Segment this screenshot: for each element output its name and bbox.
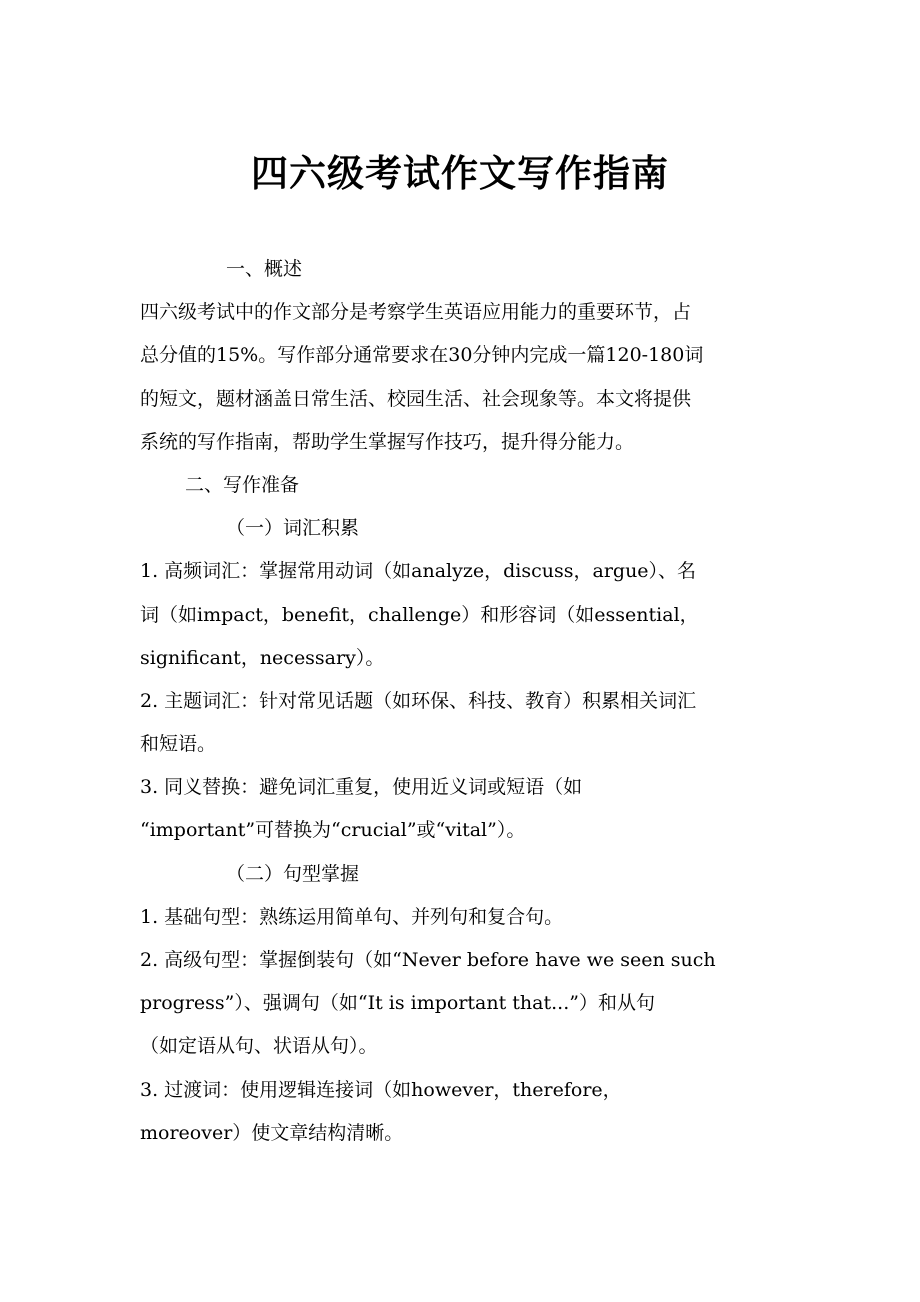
paragraph-line: 3. 同义替换：避免词汇重复，使用近义词或短语（如 xyxy=(140,776,583,799)
paragraph-line: 系统的写作指南，帮助学生掌握写作技巧，提升得分能力。 xyxy=(140,430,635,453)
paragraph-line: 的短文，题材涵盖日常生活、校园生活、社会现象等。本文将提供 xyxy=(140,387,692,410)
paragraph-line: 3. 过渡词：使用逻辑连接词（如however，therefore， xyxy=(140,1078,622,1101)
document-title: 四六级考试作文写作指南 xyxy=(251,152,669,195)
paragraph-line: 1. 基础句型：熟练运用简单句、并列句和复合句。 xyxy=(140,905,564,928)
paragraph-line: progress”）、强调句（如“It is important that...”）和从句 xyxy=(140,992,655,1015)
document-body xyxy=(140,248,780,1155)
paragraph-line: 词（如impact，benefit，challenge）和形容词（如essential， xyxy=(140,603,699,626)
paragraph-line: 和短语。 xyxy=(140,733,217,756)
section-heading: 一、概述 xyxy=(226,258,303,280)
subsection-heading: （一）词汇积累 xyxy=(226,517,360,540)
subsection-heading: （二）句型掌握 xyxy=(226,862,360,885)
paragraph-line: 总分值的15%。写作部分通常要求在30分钟内完成一篇120-180词 xyxy=(140,344,704,367)
paragraph-line: moreover）使文章结构清晰。 xyxy=(140,1121,404,1144)
paragraph-line: 2. 主题词汇：针对常见话题（如环保、科技、教育）积累相关词汇 xyxy=(140,689,697,712)
paragraph-line: 2. 高级句型：掌握倒装句（如“Never before have we seen such xyxy=(140,949,716,971)
paragraph-line: （如定语从句、状语从句）。 xyxy=(140,1035,378,1058)
paragraph-line: 1. 高频词汇：掌握常用动词（如analyze，discuss，argue）、名 xyxy=(140,560,697,583)
paragraph-line: “important”可替换为“crucial”或“vital”）。 xyxy=(140,819,526,842)
paragraph-line: significant，necessary）。 xyxy=(140,646,385,669)
paragraph-line: 四六级考试中的作文部分是考察学生英语应用能力的重要环节，占 xyxy=(140,301,692,324)
section-heading: 二、写作准备 xyxy=(185,473,300,496)
